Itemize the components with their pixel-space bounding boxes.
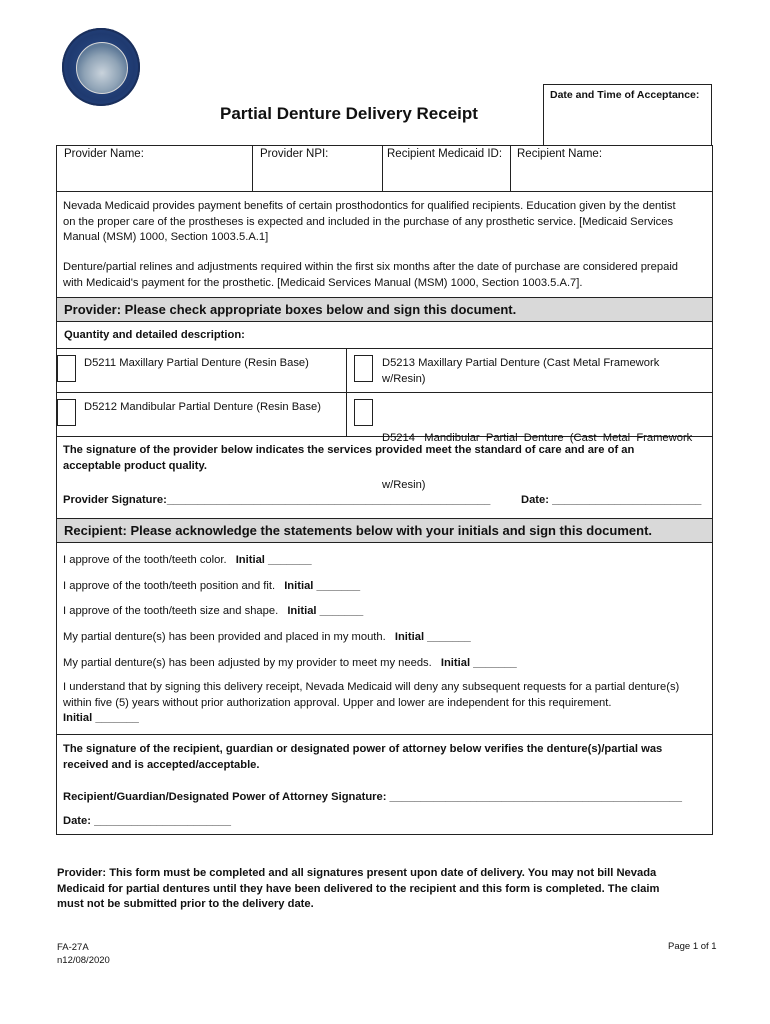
divider [56,321,713,322]
item-d5214-label: D5214 Mandibular Partial Denture (Cast Metal Framework w/Resin) [382,432,693,491]
divider [56,542,713,543]
divider [510,145,511,191]
recipient-name-field[interactable]: Recipient Name: [517,148,603,160]
recipient-section-heading: Recipient: Please acknowledge the statements below with your initials and sign this document. [64,523,653,538]
statement-color: I approve of the tooth/teeth color. Initial _______ [63,554,312,566]
provider-section-heading: Provider: Please check appropriate boxes below and sign this document. [64,302,517,317]
divider [252,145,253,191]
statement-deny: I understand that by signing this delivery receipt, Nevada Medicaid will deny any subsequent requests for a partial denture(s) within five (5) years without prior authorization approval. Upper and lower are independent for this requirement. Initial _______ [63,680,679,727]
divider [56,734,713,735]
acceptance-label: Date and Time of Acceptance: [550,89,700,101]
divider [56,191,713,192]
divider [382,145,383,191]
checkbox-d5211[interactable] [57,355,76,382]
quantity-label: Quantity and detailed description: [64,329,245,341]
recipient-verification: The signature of the recipient, guardian or designated power of attorney below verifies the denture(s)/partial was received and is accepted/acceptable. [63,743,663,771]
recipient-signature-field[interactable]: Recipient/Guardian/Designated Power of Attorney Signature: _______________________________________________ [63,791,682,803]
page-number: Page 1 of 1 [668,941,717,952]
statement-placed: My partial denture(s) has been provided and placed in my mouth. Initial _______ [63,631,471,643]
initial-deny-field[interactable]: Initial _______ [63,712,139,724]
checkbox-d5213[interactable] [354,355,373,382]
checkbox-d5212[interactable] [57,399,76,426]
nevada-state-seal [62,28,140,106]
recipient-medicaid-id-field[interactable]: Recipient Medicaid ID: [387,148,503,160]
item-d5212-label: D5212 Mandibular Partial Denture (Resin Base) [84,401,321,413]
provider-statement: The signature of the provider below indicates the services provided meet the standard of care and are of an acceptable product quality. [63,444,635,472]
provider-signature-field[interactable]: Provider Signature:____________________________________________________ [63,494,491,506]
initial-placed-field[interactable]: Initial _______ [394,631,471,643]
initial-adjusted-field[interactable]: Initial _______ [440,657,517,669]
checkbox-d5214[interactable] [354,399,373,426]
initial-position-field[interactable]: Initial _______ [284,580,361,592]
initial-size-field[interactable]: Initial _______ [287,605,364,617]
intro-paragraph-2: Denture/partial relines and adjustments required within the first six months after the date of purchase are considered prepaid with Medicaid's payment for the prosthetic. [Medicaid Services Manual (MSM) 1000, Section 1003.5.A.7]. [63,261,679,289]
initial-color-field[interactable]: Initial _______ [235,554,312,566]
form-id: FA-27A [57,942,89,953]
recipient-date-field[interactable]: Date: ______________________ [63,815,231,827]
statement-adjusted: My partial denture(s) has been adjusted by my provider to meet my needs. Initial _______ [63,657,517,669]
intro-paragraph-1: Nevada Medicaid provides payment benefits of certain prosthodontics for qualified recipients. Education given by the dentist on the proper care of the prostheses is expected and included in the purchase of any prosthetic service. [Medicaid Services Manual (MSM) 1000, Section 1003.5.A.1] [63,200,676,243]
item-d5213-label: D5213 Maxillary Partial Denture (Cast Metal Framework w/Resin) [382,357,660,385]
provider-date-field[interactable]: Date: ________________________ [521,494,702,506]
provider-npi-field[interactable]: Provider NPI: [260,148,329,160]
revision-date: n12/08/2020 [57,955,110,966]
divider [56,392,713,393]
provider-name-field[interactable]: Provider Name: [64,148,144,160]
provider-footer-note: Provider: This form must be completed and all signatures present upon date of delivery. You may not bill Nevada Medicaid for partial dentures until they have been delivered to the recipient and this form is completed. The claim must not be submitted prior to the delivery date. [57,867,660,910]
form-id-block [57,941,110,967]
divider [56,348,713,349]
page-title: Partial Denture Delivery Receipt [220,104,478,123]
statement-size: I approve of the tooth/teeth size and shape. Initial _______ [63,605,364,617]
item-d5211-label: D5211 Maxillary Partial Denture (Resin Base) [84,357,309,369]
statement-position: I approve of the tooth/teeth position and fit. Initial _______ [63,580,361,592]
